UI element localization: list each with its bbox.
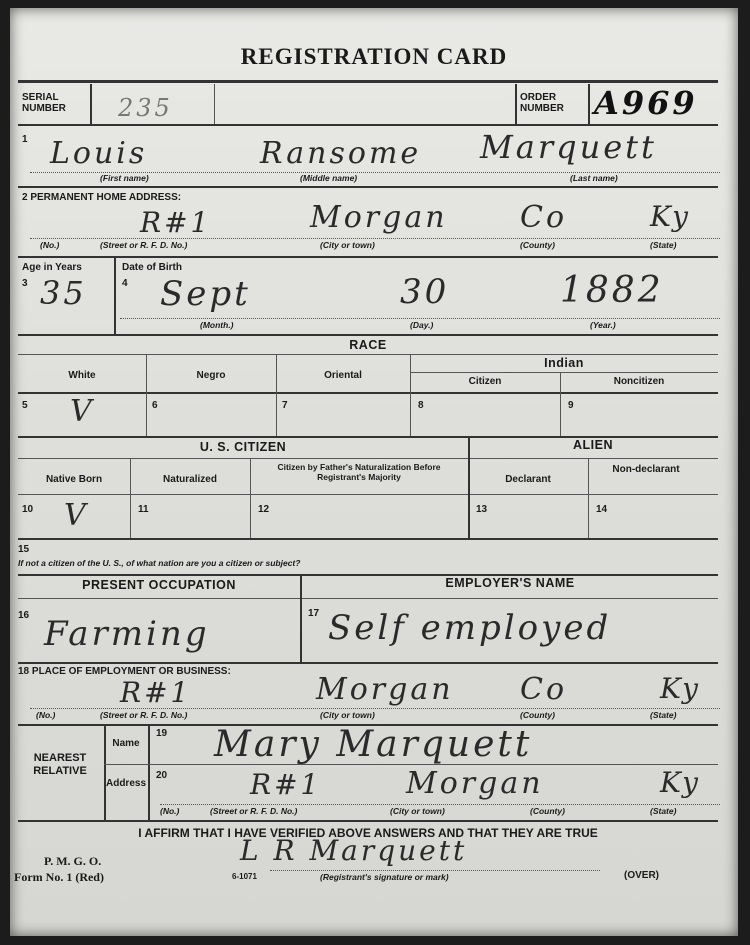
occupation-value: Farming (44, 614, 210, 654)
race-white-mark: V (70, 394, 95, 429)
middle-name-label: (Middle name) (300, 173, 358, 183)
naturalized-label: Naturalized (163, 474, 217, 485)
home-street-value: R#1 (140, 206, 212, 239)
home-state-label: (State) (650, 240, 677, 250)
registrant-signature: L R Marquett (240, 834, 468, 867)
employment-city-label: (City or town) (320, 710, 375, 720)
relative-no-label: (No.) (160, 806, 180, 816)
race-white-label: White (68, 370, 96, 381)
registration-card (10, 8, 738, 936)
nondeclarant-label: Non-declarant (612, 464, 680, 475)
employment-no-label: (No.) (36, 710, 56, 720)
employer-number: 17 (308, 608, 320, 619)
relative-name-number: 19 (156, 728, 168, 739)
relative-street-label: (Street or R. F. D. No.) (210, 806, 298, 816)
nearest-relative-label: NEAREST RELATIVE (33, 752, 87, 777)
home-address-label: 2 PERMANENT HOME ADDRESS: (22, 192, 182, 203)
birth-month-value: Sept (160, 274, 251, 314)
home-county-label: (County) (520, 240, 555, 250)
birth-year-value: 1882 (560, 270, 664, 311)
first-name-value: Louis (50, 136, 148, 171)
birth-month-label: (Month.) (200, 320, 234, 330)
first-name-label: (First name) (100, 173, 149, 183)
relative-street-value: R#1 (250, 768, 322, 801)
name-field-number: 1 (22, 134, 28, 145)
race-header: RACE (349, 338, 387, 352)
declarant-label: Declarant (505, 474, 551, 485)
employment-place-label: 18 PLACE OF EMPLOYMENT OR BUSINESS: (18, 666, 231, 677)
occupation-number: 16 (18, 610, 30, 621)
us-citizen-header: U. S. CITIZEN (199, 440, 287, 454)
relative-city-label: (City or town) (390, 806, 445, 816)
native-born-label: Native Born (45, 474, 103, 485)
native-born-mark: V (64, 498, 89, 533)
occupation-header: PRESENT OCCUPATION (82, 578, 236, 592)
indian-citizen-number: 8 (418, 400, 424, 411)
birth-day-value: 30 (400, 272, 450, 312)
fathers-naturalization-label: Citizen by Father's Naturalization Before Registrant's Majority (277, 462, 441, 482)
relative-name-value: Mary Marquett (214, 724, 533, 765)
relative-address-label: Address (105, 778, 146, 789)
race-indian-label: Indian (544, 356, 584, 370)
employment-city-value: Morgan (316, 672, 454, 707)
affirmation-text: I AFFIRM THAT I HAVE VERIFIED ABOVE ANSWERS AND THAT THEY ARE TRUE (138, 826, 598, 840)
fathers-naturalization-number: 12 (258, 504, 270, 515)
relative-state-value: Ky (660, 766, 701, 799)
indian-citizen-label: Citizen (468, 376, 502, 387)
native-born-number: 10 (22, 504, 34, 515)
employment-state-value: Ky (660, 672, 701, 705)
employer-header: EMPLOYER'S NAME (445, 576, 575, 590)
signature-label: (Registrant's signature or mark) (320, 872, 449, 882)
age-label: Age in Years (22, 262, 82, 273)
employment-street-value: R#1 (120, 676, 192, 709)
relative-name-label: Name (112, 738, 140, 749)
race-white-number: 5 (22, 400, 28, 411)
home-city-value: Morgan (310, 200, 448, 235)
relative-city-value: Morgan (406, 766, 544, 801)
last-name-value: Marquett (480, 128, 657, 166)
home-county-value: Co (520, 200, 568, 235)
birth-field-number: 4 (122, 278, 128, 289)
birth-day-label: (Day.) (410, 320, 434, 330)
naturalized-number: 11 (138, 504, 149, 515)
q15-text: If not a citizen of the U. S., of what nation are you a citizen or subject? (18, 558, 301, 568)
home-state-value: Ky (650, 200, 691, 233)
declarant-number: 13 (476, 504, 488, 515)
indian-noncitizen-number: 9 (568, 400, 574, 411)
race-negro-number: 6 (152, 400, 158, 411)
relative-county-label: (County) (530, 806, 565, 816)
middle-name-value: Ransome (260, 136, 422, 171)
form-code-text: 6-1071 (232, 872, 257, 881)
order-number-value: A969 (594, 84, 698, 122)
alien-header: ALIEN (573, 438, 613, 452)
employment-county-label: (County) (520, 710, 555, 720)
relative-address-number: 20 (156, 770, 168, 781)
over-label: (OVER) (624, 870, 659, 881)
q15-number: 15 (18, 544, 30, 555)
birth-year-label: (Year.) (590, 320, 616, 330)
home-city-label: (City or town) (320, 240, 375, 250)
order-number-label: ORDER NUMBER (520, 92, 564, 114)
home-street-label: (Street or R. F. D. No.) (100, 240, 188, 250)
age-value: 35 (40, 274, 87, 312)
race-oriental-number: 7 (282, 400, 288, 411)
home-no-label: (No.) (40, 240, 60, 250)
employment-state-label: (State) (650, 710, 677, 720)
employment-street-label: (Street or R. F. D. No.) (100, 710, 188, 720)
employment-county-value: Co (520, 672, 568, 707)
race-oriental-label: Oriental (324, 370, 362, 381)
pmgo-text: P. M. G. O. (44, 854, 102, 868)
serial-number-value: 235 (118, 94, 173, 122)
birth-label: Date of Birth (122, 262, 182, 273)
indian-noncitizen-label: Noncitizen (613, 376, 665, 387)
age-field-number: 3 (22, 278, 28, 289)
employer-value: Self employed (328, 608, 612, 648)
race-negro-label: Negro (196, 370, 226, 381)
relative-state-label: (State) (650, 806, 677, 816)
serial-number-label: SERIAL NUMBER (22, 92, 66, 114)
form-number-text: Form No. 1 (Red) (14, 870, 104, 884)
card-title: REGISTRATION CARD (240, 44, 508, 69)
last-name-label: (Last name) (570, 173, 618, 183)
nondeclarant-number: 14 (596, 504, 608, 515)
